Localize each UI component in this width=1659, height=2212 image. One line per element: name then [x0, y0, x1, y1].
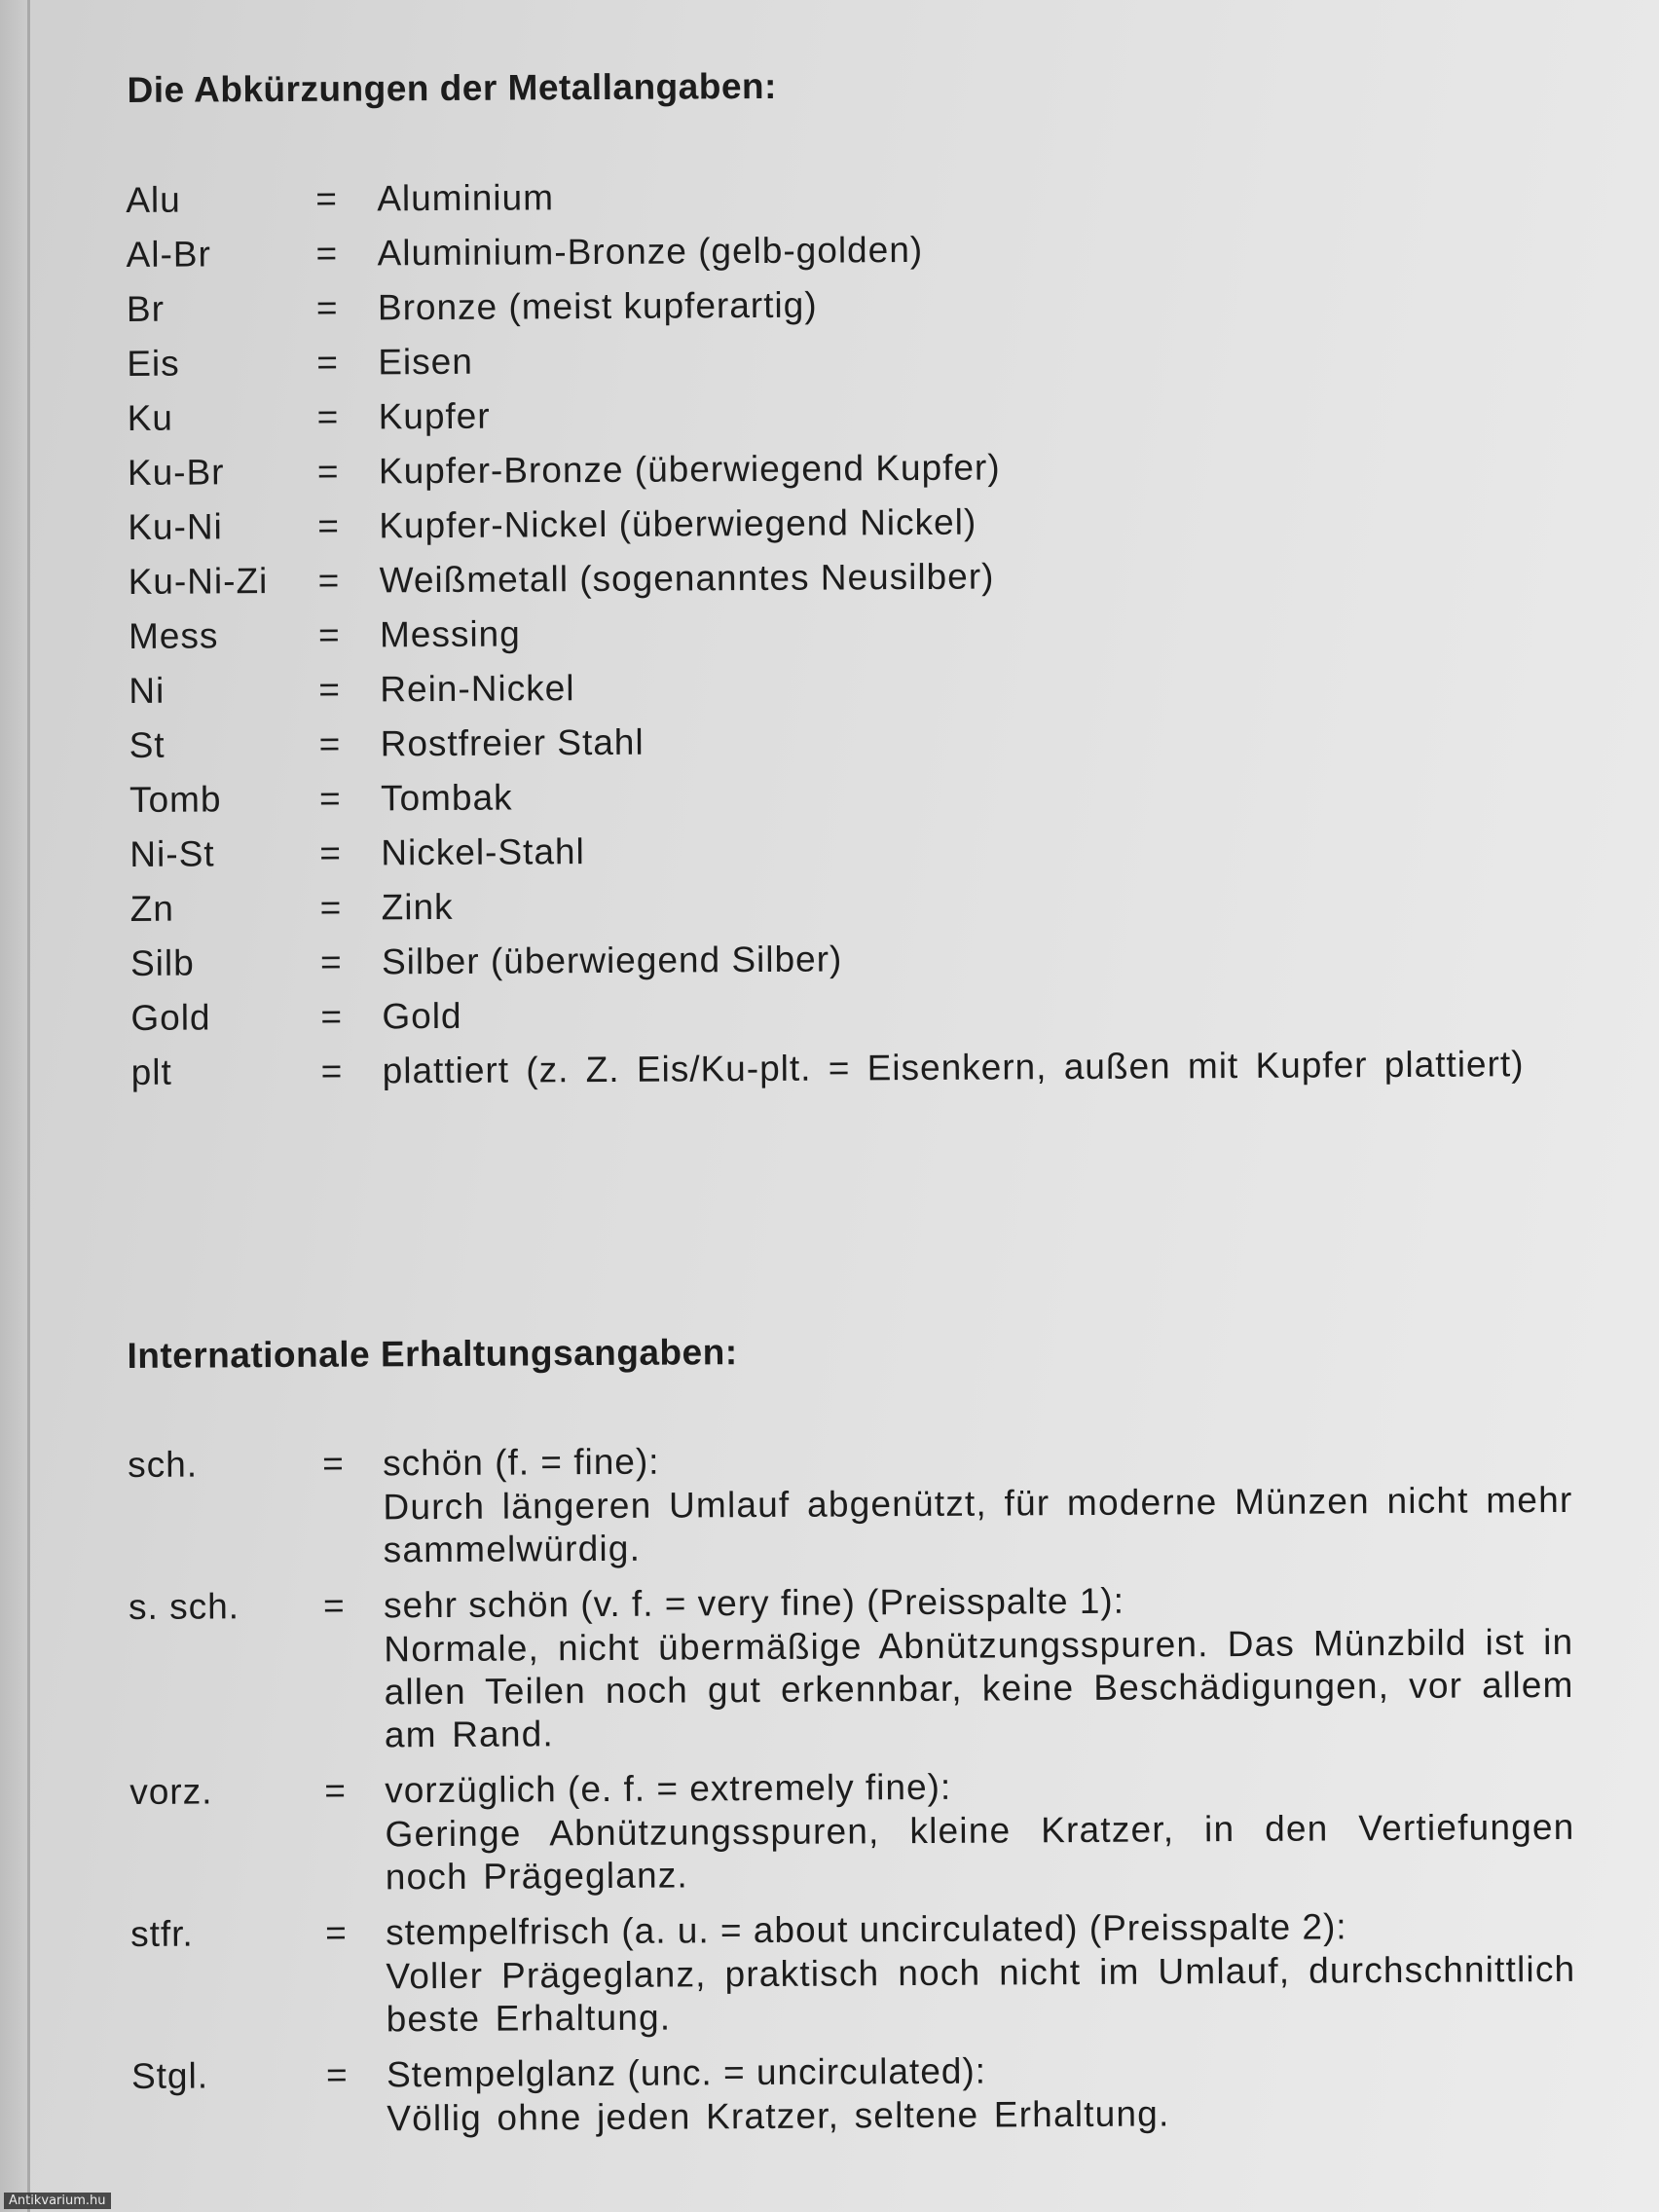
equals-sign: =	[317, 505, 340, 546]
metal-abbreviation-list	[126, 165, 1572, 1100]
grade-abbr: vorz.	[129, 1771, 213, 1812]
equals-sign: =	[320, 1051, 343, 1091]
grade-abbr: stfr.	[130, 1913, 194, 1954]
equals-sign: =	[317, 614, 340, 655]
grade-list	[128, 1434, 1576, 2161]
metal-desc: Kupfer-Bronze (überwiegend Kupfer)	[378, 447, 1001, 492]
metal-abbr: Silb	[129, 942, 195, 983]
watermark-text: Antikvarium.hu	[4, 2193, 111, 2209]
metal-abbr: Eis	[127, 343, 180, 384]
metal-abbr: Ku-Ni	[128, 506, 223, 547]
grade-row	[131, 2046, 1573, 2161]
equals-sign: =	[319, 941, 342, 982]
grade-body	[385, 1761, 1575, 1899]
metal-desc: Aluminium	[377, 177, 555, 219]
equals-sign: =	[316, 451, 339, 492]
grade-row	[128, 1576, 1574, 1770]
metal-abbr: Gold	[130, 997, 211, 1038]
metal-row	[127, 328, 1567, 391]
metal-desc: Bronze (meist kupferartig)	[377, 284, 818, 328]
metal-abbr: Zn	[129, 888, 175, 929]
metal-row	[128, 492, 1568, 555]
equals-sign: =	[318, 669, 341, 710]
metal-row	[131, 1037, 1572, 1100]
metal-desc: Eisen	[378, 341, 473, 383]
metal-abbr: Ni	[129, 670, 166, 711]
equals-sign: =	[322, 1585, 345, 1626]
grade-term: sehr schön (v. f. = very fine) (Preisspalte 1):	[383, 1580, 1125, 1626]
equals-sign: =	[316, 342, 339, 383]
metal-desc: Aluminium-Bronze (gelb-golden)	[377, 229, 924, 274]
metal-abbr: Ni-St	[129, 833, 215, 874]
metal-abbr: Al-Br	[126, 234, 211, 275]
metal-desc: Kupfer-Nickel (überwiegend Nickel)	[379, 501, 977, 546]
equals-sign: =	[317, 560, 340, 601]
metal-desc: Weißmetall (sogenanntes Neusilber)	[379, 556, 995, 601]
metal-abbr: Tomb	[129, 779, 222, 820]
metal-abbr: Mess	[128, 615, 219, 656]
equals-sign: =	[318, 723, 341, 764]
metal-desc: Nickel-Stahl	[381, 831, 585, 873]
grade-explanation: Geringe Abnützungsspuren, kleine Kratzer, in den Vertiefungen noch Prägeglanz.	[385, 1806, 1575, 1898]
metal-row	[129, 819, 1570, 882]
page-edge	[0, 0, 29, 2212]
metal-row	[127, 274, 1567, 337]
metal-row	[130, 982, 1571, 1046]
metal-row	[126, 165, 1567, 228]
metal-desc: Kupfer	[378, 395, 491, 437]
grade-abbr: sch.	[128, 1444, 199, 1485]
equals-sign: =	[319, 887, 342, 928]
metal-desc: Zink	[381, 886, 454, 928]
page-fold-shadow	[27, 0, 30, 2212]
equals-sign: =	[315, 233, 338, 274]
metal-row	[129, 601, 1569, 664]
grade-row	[128, 1434, 1573, 1585]
grade-body	[386, 1903, 1576, 2041]
grade-body	[387, 2046, 1577, 2140]
metal-desc: Tombak	[380, 777, 513, 819]
equals-sign: =	[325, 2054, 348, 2095]
grade-explanation: Völlig ohne jeden Kratzer, seltene Erhaltung.	[387, 2093, 1170, 2139]
grade-abbr: Stgl.	[130, 2055, 209, 2096]
metal-abbr: Ku	[127, 397, 174, 438]
metal-row	[130, 873, 1571, 937]
grade-term: vorzüglich (e. f. = extremely fine):	[385, 1766, 952, 1811]
metal-desc: Messing	[379, 613, 521, 655]
grade-term: schön (f. = fine):	[383, 1441, 660, 1484]
metal-abbr: Ku-Br	[127, 452, 225, 493]
metal-row	[128, 546, 1568, 609]
metal-desc: Silber (überwiegend Silber)	[381, 939, 843, 982]
equals-sign: =	[316, 396, 339, 437]
metal-row	[130, 928, 1571, 991]
metal-abbr: Alu	[126, 179, 181, 220]
equals-sign: =	[324, 1770, 346, 1811]
grade-term: Stempelglanz (unc. = uncirculated):	[386, 2050, 987, 2095]
grades-section-title: Internationale Erhaltungsangaben:	[127, 1332, 738, 1376]
equals-sign: =	[315, 178, 337, 219]
metal-desc: Rein-Nickel	[380, 668, 575, 710]
metal-abbr: Ku-Ni-Zi	[128, 561, 269, 602]
metal-desc: Gold	[382, 995, 462, 1037]
grade-body	[384, 1576, 1574, 1756]
grade-abbr: s. sch.	[128, 1586, 240, 1627]
metal-abbr: St	[129, 724, 166, 765]
metal-row	[126, 219, 1567, 282]
metal-row	[128, 437, 1568, 500]
grade-explanation: Durch längeren Umlauf abgenützt, für moderne Münzen nicht mehr sammelwürdig.	[383, 1479, 1573, 1570]
metal-row	[129, 710, 1570, 773]
metal-abbr: plt	[130, 1051, 172, 1092]
metal-row	[129, 764, 1570, 828]
equals-sign: =	[322, 1443, 344, 1484]
equals-sign: =	[319, 832, 342, 873]
metal-row	[129, 655, 1569, 719]
grade-term: stempelfrisch (a. u. = about uncirculated) (Preisspalte 2):	[386, 1906, 1347, 1953]
equals-sign: =	[318, 778, 341, 819]
grade-row	[130, 1903, 1576, 2054]
metal-desc: plattiert (z. Z. Eis/Ku-plt. = Eisenkern, außen mit Kupfer plattiert)	[382, 1044, 1525, 1091]
equals-sign: =	[325, 1912, 347, 1953]
metal-desc: Rostfreier Stahl	[380, 721, 645, 764]
equals-sign: =	[315, 287, 338, 328]
grade-body	[383, 1434, 1573, 1571]
metal-row	[127, 383, 1567, 446]
metals-section-title: Die Abkürzungen der Metallangaben:	[127, 65, 778, 110]
grade-explanation: Voller Prägeglanz, praktisch noch nicht im Umlauf, durchschnittlich beste Erhaltung.	[386, 1948, 1576, 2040]
grade-row	[129, 1761, 1575, 1912]
metal-abbr: Br	[126, 288, 166, 329]
equals-sign: =	[320, 996, 343, 1037]
grade-explanation: Normale, nicht übermäßige Abnützungsspuren. Das Münzbild ist in allen Teilen noch gut erkennbar, keine Beschädigungen, vor allem am Rand.	[384, 1621, 1574, 1755]
